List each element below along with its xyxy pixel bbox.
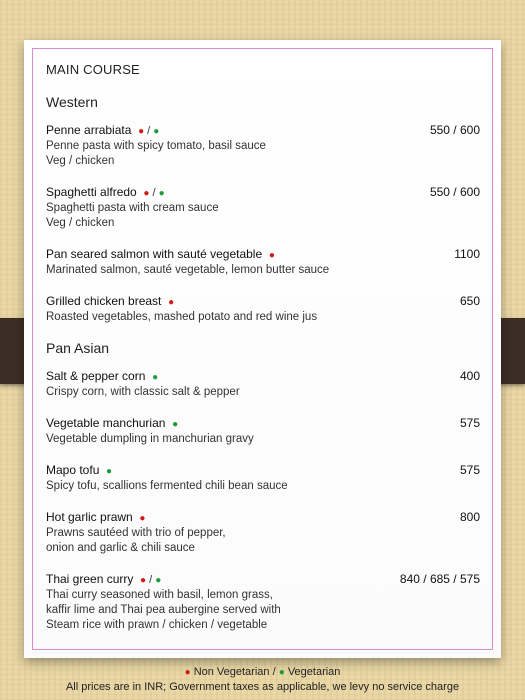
menu-item-name-line: [46, 123, 482, 139]
menu-item-description: Veg / chicken: [46, 155, 115, 167]
menu-item-description: Spicy tofu, scallions fermented chili bean sauce: [46, 480, 288, 492]
non-veg-dot-icon: ●: [138, 126, 145, 137]
menu-item-name: Pan seared salmon with sauté vegetable: [46, 247, 263, 261]
menu-item: [46, 123, 482, 169]
menu-item-name: Thai green curry: [46, 572, 134, 586]
menu-item-price: 575: [459, 463, 480, 477]
menu-item-name: Hot garlic prawn: [46, 510, 133, 524]
menu-card: [24, 40, 501, 658]
menu-item-description: Steam rice with prawn / chicken / vegetable: [46, 619, 268, 631]
menu-item-name-line: [46, 510, 482, 526]
menu-item-price: 550 / 600: [429, 185, 480, 199]
menu-item-name: Mapo tofu: [46, 463, 100, 477]
menu-item-description: onion and garlic & chili sauce: [46, 542, 195, 554]
menu-item-price: 650: [459, 294, 480, 308]
menu-item-description: Thai curry seasoned with basil, lemon grass,: [46, 589, 273, 601]
veg-dot-icon: ●: [152, 372, 159, 383]
menu-item-name-line: [46, 463, 482, 479]
menu-item-price: 550 / 600: [429, 123, 480, 137]
section-heading: Western: [46, 94, 98, 110]
legend-veg-label: Vegetarian: [287, 666, 341, 678]
section-heading: Pan Asian: [46, 340, 110, 356]
menu-item-name-line: [46, 294, 482, 310]
menu-item-description: Prawns sautéed with trio of pepper,: [46, 527, 226, 539]
menu-item-description: Crispy corn, with classic salt & pepper: [46, 386, 240, 398]
menu-item: [46, 463, 482, 494]
menu-item-name: Salt & pepper corn: [46, 369, 146, 383]
menu-item: [46, 416, 482, 447]
diet-separator: /: [146, 574, 156, 586]
menu-item: [46, 185, 482, 231]
menu-item-price: 800: [459, 510, 480, 524]
menu-item-description: Veg / chicken: [46, 217, 115, 229]
non-veg-dot-icon: ●: [143, 188, 150, 199]
menu-item-description: Roasted vegetables, mashed potato and red wine jus: [46, 311, 318, 323]
veg-dot-icon: ●: [158, 188, 165, 199]
veg-dot-icon: ●: [153, 126, 160, 137]
menu-item-price: 840 / 685 / 575: [399, 572, 480, 586]
legend-line: [0, 666, 525, 678]
veg-dot-icon: ●: [155, 575, 162, 586]
non-veg-dot-icon: ●: [168, 297, 175, 308]
non-veg-dot-icon: ●: [139, 513, 146, 524]
menu-item-name-line: [46, 416, 482, 432]
menu-item-name: Vegetable manchurian: [46, 416, 166, 430]
menu-item-name-line: [46, 247, 482, 263]
non-veg-dot-icon: ●: [268, 250, 275, 261]
menu-item-description: Spaghetti pasta with cream sauce: [46, 202, 219, 214]
menu-content: [46, 62, 482, 633]
veg-dot-icon: ●: [278, 667, 285, 678]
menu-item-price: 575: [459, 416, 480, 430]
menu-item: [46, 369, 482, 400]
menu-item-price: 1100: [454, 247, 480, 261]
veg-dot-icon: ●: [106, 466, 113, 477]
diet-separator: /: [144, 125, 154, 137]
menu-item-name-line: [46, 369, 482, 385]
menu-item-description: Vegetable dumpling in manchurian gravy: [46, 433, 254, 445]
menu-item-name: Penne arrabiata: [46, 123, 132, 137]
legend-non-veg-label: Non Vegetarian /: [193, 666, 276, 678]
price-note: All prices are in INR; Government taxes as applicable, we levy no service charge: [65, 681, 460, 693]
menu-item-description: kaffir lime and Thai pea aubergine served with: [46, 604, 281, 616]
veg-dot-icon: ●: [172, 419, 179, 430]
non-veg-dot-icon: ●: [184, 667, 191, 678]
diet-separator: /: [149, 187, 159, 199]
menu-item: [46, 294, 482, 325]
menu-item-name-line: [46, 185, 482, 201]
menu-item: [46, 572, 482, 633]
menu-item-name: Spaghetti alfredo: [46, 185, 137, 199]
non-veg-dot-icon: ●: [140, 575, 147, 586]
menu-item: [46, 510, 482, 556]
menu-title: MAIN COURSE: [46, 62, 140, 77]
menu-item-description: Penne pasta with spicy tomato, basil sauce: [46, 140, 266, 152]
menu-item-description: Marinated salmon, sauté vegetable, lemon butter sauce: [46, 264, 330, 276]
menu-item-name: Grilled chicken breast: [46, 294, 162, 308]
menu-item: [46, 247, 482, 278]
menu-item-price: 400: [459, 369, 480, 383]
